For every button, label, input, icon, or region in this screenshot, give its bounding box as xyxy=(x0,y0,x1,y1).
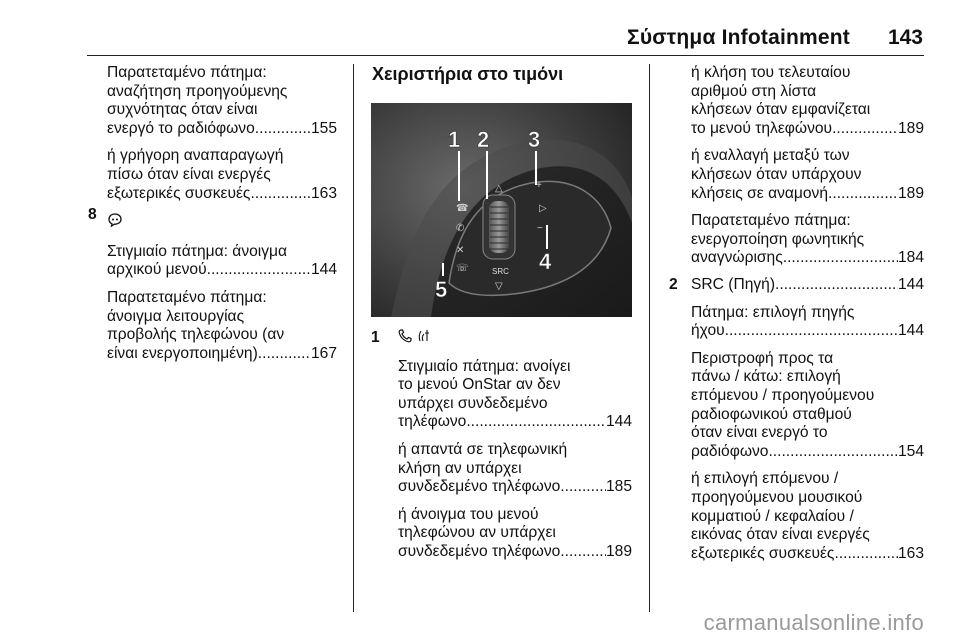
line-text: επόμενου / προηγούμενου xyxy=(691,386,875,404)
dot-leader xyxy=(207,261,311,280)
page-reference: 184 xyxy=(897,249,924,267)
line-text: πίσω όταν είναι ενεργές xyxy=(107,165,271,183)
item-1-icon-line xyxy=(398,329,632,349)
line-text: ή απαντά σε τηλεφωνική xyxy=(398,440,568,458)
left-column xyxy=(107,64,337,372)
line-text: κλήσεις σε αναμονή xyxy=(691,184,829,202)
svg-text:−: − xyxy=(537,223,543,234)
line-text: ή άνοιγμα του μενού xyxy=(398,505,539,523)
dot-leader xyxy=(250,185,311,204)
toc-line xyxy=(691,276,924,295)
toc-line xyxy=(691,322,924,341)
line-text: αριθμού στη λίστα xyxy=(691,82,817,100)
text-block xyxy=(691,470,924,563)
line-text: τηλέφωνο xyxy=(398,413,467,431)
toc-line xyxy=(691,443,924,462)
line-text: κλήσεων όταν υπάρχουν xyxy=(691,165,862,183)
callout-1: 1 xyxy=(448,127,461,152)
toc-line xyxy=(398,478,632,497)
svg-text:☎: ☎ xyxy=(456,203,469,214)
item-number-1: 1 xyxy=(371,329,380,346)
right-column-item-2 xyxy=(691,276,924,572)
dot-leader xyxy=(832,120,898,139)
steering-wheel-controls-photo xyxy=(371,103,632,317)
column-divider-right xyxy=(649,64,650,612)
line-text: εξωτερικές συσκευές xyxy=(107,184,251,202)
toc-line xyxy=(107,185,337,204)
toc-line xyxy=(107,120,337,139)
line-text: τηλεφώνου αν υπάρχει xyxy=(398,524,556,542)
line-text: κομματιού / κεφαλαίου / xyxy=(691,507,854,525)
dot-leader xyxy=(560,543,606,562)
right-column xyxy=(691,64,924,277)
item-number-8: 8 xyxy=(88,206,97,223)
toc-line xyxy=(107,261,337,280)
line-text: ραδιοφωνικού σταθμού xyxy=(691,405,852,423)
dot-leader xyxy=(775,276,898,295)
page-reference: 189 xyxy=(897,119,924,137)
callout-5: 5 xyxy=(435,277,448,302)
text-block xyxy=(691,147,924,203)
dot-leader xyxy=(255,120,311,139)
line-text: το μενού τηλεφώνου xyxy=(691,119,833,137)
dot-leader xyxy=(783,249,898,268)
text-block xyxy=(398,506,632,562)
line-text: άνοιγμα λειτουργίας xyxy=(107,307,245,325)
dot-leader xyxy=(725,322,898,341)
toc-line xyxy=(691,120,924,139)
svg-text:△: △ xyxy=(495,183,503,194)
text-block xyxy=(691,350,924,462)
line-text: Παρατεταμένο πάτημα: xyxy=(107,64,267,81)
header-rule xyxy=(87,55,924,56)
onstar-icon xyxy=(416,329,432,349)
svg-text:✆: ✆ xyxy=(456,223,465,234)
text-block xyxy=(398,441,632,497)
line-text: ή γρήγορη αναπαραγωγή xyxy=(107,147,284,165)
dot-leader xyxy=(466,413,606,432)
line-text: SRC (Πηγή) xyxy=(691,276,776,293)
page-reference: 167 xyxy=(310,344,337,362)
text-block xyxy=(107,289,337,363)
src-label: SRC xyxy=(492,267,509,276)
line-text: είναι ενεργοποιημένη) xyxy=(107,344,258,362)
dot-leader xyxy=(768,443,898,462)
line-text: Στιγμιαίο πάτημα: ανοίγει xyxy=(398,357,571,375)
text-block xyxy=(691,276,924,295)
toc-line xyxy=(107,345,337,364)
page-number: 143 xyxy=(887,26,923,49)
toc-line xyxy=(691,545,924,564)
text-block xyxy=(107,147,337,203)
line-text: Παρατεταμένο πάτημα: xyxy=(107,288,267,306)
page-reference: 154 xyxy=(897,442,924,460)
text-block xyxy=(691,64,924,138)
text-block xyxy=(398,358,632,432)
svg-text:+: + xyxy=(536,180,542,191)
line-text: πάνω / κάτω: επιλογή xyxy=(691,368,841,386)
page-title: Σύστημα Infotainment xyxy=(627,26,850,49)
dot-leader xyxy=(828,185,898,204)
page-reference: 144 xyxy=(897,322,924,340)
voice-recognition-icon xyxy=(107,212,123,234)
page-reference: 163 xyxy=(897,544,924,562)
middle-column xyxy=(398,329,632,571)
line-text: Πάτημα: επιλογή πηγής xyxy=(691,303,855,321)
line-text: αναγνώρισης xyxy=(691,249,783,267)
line-text: συνδεδεμένο τηλέφωνο xyxy=(398,478,561,496)
section-title: Χειριστήρια στο τιμόνι xyxy=(372,64,564,84)
line-text: το μενού OnStar αν δεν xyxy=(398,376,561,394)
line-text: αναζήτηση προηγούμενης xyxy=(107,82,288,100)
callout-4: 4 xyxy=(539,249,552,274)
toc-line xyxy=(398,543,632,562)
line-text: Παρατεταμένο πάτημα: xyxy=(691,212,851,230)
line-text: εξωτερικές συσκευές xyxy=(691,544,835,562)
dot-leader xyxy=(834,545,898,564)
callout-2: 2 xyxy=(477,127,490,152)
line-text: προβολής τηλεφώνου (αν xyxy=(107,326,285,344)
phone-handset-icon xyxy=(398,329,412,349)
line-text: ραδιόφωνο xyxy=(691,442,769,460)
dot-leader xyxy=(560,478,606,497)
line-text: εικόνας όταν είναι ενεργές xyxy=(691,526,870,544)
line-text: κλήσεων όταν εμφανίζεται xyxy=(691,101,871,119)
page-reference: 163 xyxy=(310,184,337,202)
callout-3: 3 xyxy=(528,127,541,152)
text-block xyxy=(691,304,924,341)
item-number-2: 2 xyxy=(669,276,678,293)
line-text: αρχικού μενού xyxy=(107,261,207,279)
line-text: συχνότητας όταν είναι xyxy=(107,101,258,119)
line-text: υπάρχει συνδεδεμένο xyxy=(398,394,548,412)
watermark: carmanualsonline.info xyxy=(703,610,924,635)
line-text: όταν είναι ενεργό το xyxy=(691,424,828,442)
line-text: Περιστροφή προς τα xyxy=(691,349,834,367)
page-reference: 144 xyxy=(897,276,924,293)
page-reference: 155 xyxy=(310,119,337,137)
line-text: ή κλήση του τελευταίου xyxy=(691,64,851,81)
line-text: ήχου xyxy=(691,322,725,340)
line-text: ή εναλλαγή μεταξύ των xyxy=(691,147,850,165)
line-text: προηγούμενου μουσικού xyxy=(691,488,863,506)
page-reference: 189 xyxy=(897,184,924,202)
toc-line xyxy=(691,249,924,268)
toc-line xyxy=(691,185,924,204)
dot-leader xyxy=(258,345,311,364)
item-8-icon-line xyxy=(107,212,337,234)
text-block xyxy=(107,64,337,138)
page-reference: 144 xyxy=(605,413,632,431)
line-text: Στιγμιαίο πάτημα: άνοιγμα xyxy=(107,242,288,260)
svg-text:▷: ▷ xyxy=(539,203,547,214)
svg-text:☏: ☏ xyxy=(456,263,469,274)
page-reference: 189 xyxy=(605,542,632,560)
toc-line xyxy=(398,413,632,432)
svg-text:▽: ▽ xyxy=(495,281,503,292)
line-text: συνδεδεμένο τηλέφωνο xyxy=(398,542,561,560)
text-block xyxy=(691,212,924,268)
line-text: ενεργοποίηση φωνητικής xyxy=(691,230,865,248)
column-divider-left xyxy=(353,64,354,612)
line-text: ενεργό το ραδιόφωνο xyxy=(107,119,255,137)
page-reference: 144 xyxy=(310,261,337,279)
line-text: ή επιλογή επόμενου / xyxy=(691,470,839,488)
svg-text:✕: ✕ xyxy=(456,245,465,256)
page-reference: 185 xyxy=(605,478,632,496)
page-header xyxy=(0,0,960,58)
line-text: κλήση αν υπάρχει xyxy=(398,459,522,477)
text-block xyxy=(107,243,337,280)
